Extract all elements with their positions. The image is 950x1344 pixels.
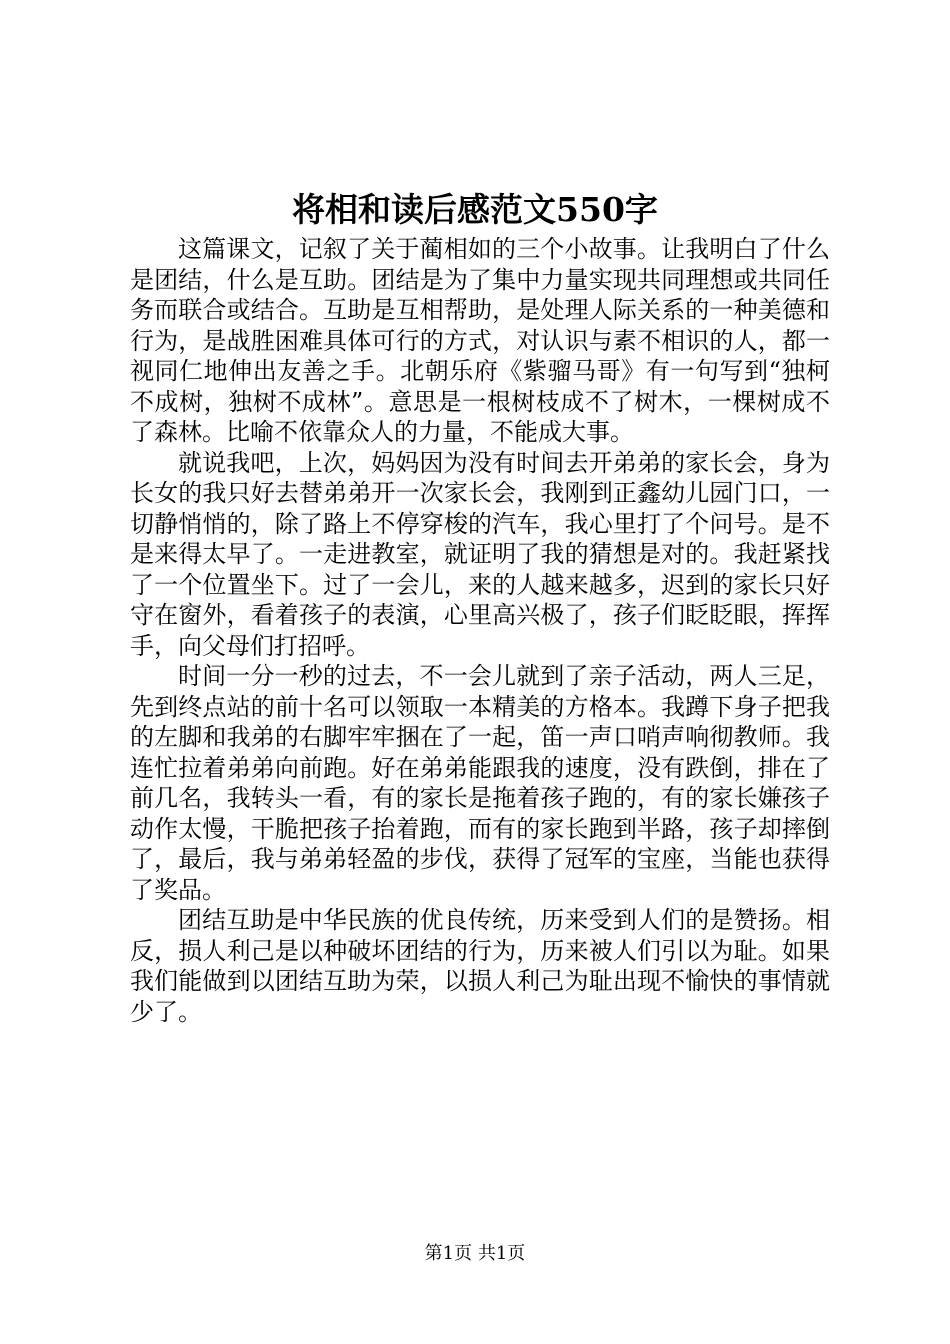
page-footer: 第1页 共1页 [424,1243,526,1264]
paragraph-4: 团结互助是中华民族的优良传统，历来受到人们的是赞扬。相反，损人利己是以种破坏团结的行为，历来被人们引以为耻。如果我们能做到以团结互助为荣，以损人利己为耻出现不愉快的事情就少了。 [130,906,830,1026]
document-title: 将相和读后感范文550字 [292,190,658,229]
paragraph-1: 这篇课文，记叙了关于蔺相如的三个小故事。让我明白了什么是团结，什么是互助。团结是为了集中力量实现共同理想或共同任务而联合或结合。互助是互相帮助，是处理人际关系的一种美德和行为，是战胜困难具体可行的方式，对认识与素不相识的人，都一视同仁地伸出友善之手。北朝乐府《紫骝马哥》有一句写到“独柯不成树，独树不成林”。意思是一根树枝成不了树木，一棵树成不了森林。比喻不依靠众人的力量，不能成大事。 [130,235,830,446]
paragraph-2: 就说我吧，上次，妈妈因为没有时间去开弟弟的家长会，身为长女的我只好去替弟弟开一次家长会，我刚到正鑫幼儿园门口，一切静悄悄的，除了路上不停穿梭的汽车，我心里打了个问号。是不是来得太早了。一走进教室，就证明了我的猜想是对的。我赶紧找了一个位置坐下。过了一会儿，来的人越来越多，迟到的家长只好守在窗外，看着孩子的表演，心里高兴极了，孩子们眨眨眼，挥挥手，向父母们打招呼。 [130,448,830,660]
paragraph-3: 时间一分一秒的过去，不一会儿就到了亲子活动，两人三足，先到终点站的前十名可以领取一本精美的方格本。我蹲下身子把我的左脚和我弟的右脚牢牢捆在了一起，笛一声口哨声响彻教师。我连忙拉着弟弟向前跑。好在弟弟能跟我的速度，没有跌倒，排在了前几名，我转头一看，有的家长是拖着孩子跑的，有的家长嫌孩子动作太慢，干脆把孩子抬着跑，而有的家长跑到半路，孩子却摔倒了，最后，我与弟弟轻盈的步伐，获得了冠军的宝座，当能也获得了奖品。 [130,662,830,904]
document-body [130,234,830,1027]
